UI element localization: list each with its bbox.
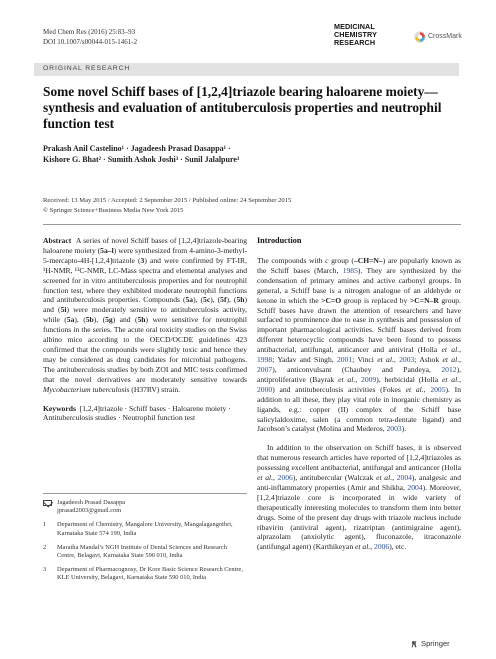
crossmark-label[interactable]: CrossMark xyxy=(428,33,462,40)
article-title: Some novel Schiff bases of [1,2,4]triazole bearing haloarene moiety—synthesis and evaluation of antituberculosis properties and neutrophil function test xyxy=(43,84,442,131)
introduction-paragraph-2: In addition to the observation on Schiff bases, it is observed that numerous research articles have reported of [1,2,4]triazoles as possessing excellent antibacterial, antifungal and anticancer (Holla et al., 2006), antitubercular (Walczak et al., 2004), analgesic and anti-inflammatory properties (Amir and Shikha, 2004). Moreover, [1,2,4]triazole core is incorporated in wide variety of therapeutically interesting molecules to transform them into better drugs. Some of the present day drugs with triazole nucleus include ribavirin (antiviral agent), rizatriptan (antimigraine agent), alprazolam (anxiolytic agent), fluconazole, itraconazole (antifungal agent) (Karthikeyan et al., 2006), etc. xyxy=(257,443,461,552)
right-column xyxy=(257,236,461,552)
footnote-divider xyxy=(43,493,247,494)
abstract-paragraph: Abstract A series of novel Schiff bases of [1,2,4]triazole-bearing haloarene moiety (5a–l) were synthesized from 4-amino-3-methyl-5-mercapto-4H-[1,2,4]triazole (3) and were confirmed by FT-IR, ¹H-NMR, ¹³C-NMR, LC-Mass spectra and elemental analyses and screened for in vitro antituberculosis properties and for neutrophil function test, where they exhibited moderate neutrophil functions and antituberculosis properties. Compounds (5a), (5c), (5f), (5h) and (5i) were moderately sensitive to antituberculosis activity, while (5a), (5b), (5g) and (5h) were sensitive for neutrophil functions in the series. The acute oral toxicity studies on the Swiss albino mice according to the OECD/OCDE guidelines 423 confirmed that the compounds were slightly toxic and hence they may be considered as drug candidates for microbial pathogens. The antituberculosis studies by both ZOI and MIC tests confirmed that the novel derivatives are moderately sensitive towards Mycobacterium tuberculosis (H37RV) strain. xyxy=(43,236,248,394)
journal-logo-text: MEDICINAL CHEMISTRY RESEARCH xyxy=(334,22,377,47)
affiliation-1: 1 Department of Chemistry, Mangalore University, Mangalagangothri, Karnataka State 574 199, India xyxy=(43,521,233,537)
journal-reference xyxy=(43,27,137,47)
publisher-footer xyxy=(410,639,450,648)
affiliation-3: 3 Department of Pharmacognosy, Dr Kore Basic Science Research Centre, KLE University, Belagavi, Karnataka State 590 010, India xyxy=(43,566,243,582)
corresponding-author xyxy=(43,499,247,515)
keywords-text: [1,2,4]triazole · Schiff bases · Haloarene moiety · Antituberculosis studies · Neutrophil function test xyxy=(43,403,231,423)
journal-citation: Med Chem Res (2016) 25:83–93 xyxy=(43,28,136,36)
organism-name: Mycobacterium tuberculosis xyxy=(43,384,130,394)
section-banner xyxy=(34,63,459,76)
author-list xyxy=(43,143,443,165)
section-label: ORIGINAL RESEARCH xyxy=(43,65,131,72)
envelope-icon xyxy=(43,500,52,506)
springer-horse-icon xyxy=(410,640,418,648)
corresponding-email[interactable]: jprasad2003@gmail.com xyxy=(57,507,122,515)
copyright-notice: © Springer Science+Business Media New York 2015 xyxy=(43,206,184,214)
introduction-heading: Introduction xyxy=(257,236,302,245)
introduction-paragraph-1: The compounds with c group (–CH=N–) are popularly known as the Schiff bases (March, 1985). They are synthesized by the condensation of primary amines and active carbonyl groups. In general, a Schiff base is a nitrogen analogue of an aldehyde or ketone in which the >C=O group is replaced by >C=N–R group. Schiff bases have drawn the attention of researchers and have surfaced to prominence due to ease in synthesis and possession of important pharmacological activities. Schiff bases derived from different heterocyclic compounds have been found to possess antibacterial, antifungal, anticancer and antiviral (Holla et al., 1998; Yadav and Singh, 2001; Vinci et al., 2003; Ashok et al., 2007), anticonvulsant (Chaubey and Pandeya, 2012), antiproliferative (Bayrak et al., 2009), herbicidal (Holla et al., 2000) and antituberculosis activities (Fokes et al., 2005). In addition to all these, they play vital role in inorganic chemistry as ligands, e.g.: copper (II) complex of the Schiff base salicylaldoxime, salen (a common tetra-dentate ligand) and Jacobson’s catalyst (Molina and Mederos, 2003). xyxy=(257,256,462,434)
footnotes xyxy=(43,499,247,589)
left-column xyxy=(43,236,247,423)
doi-link[interactable]: DOI 10.1007/s00044-015-1461-2 xyxy=(43,38,138,46)
header-divider xyxy=(43,224,461,225)
author-line-1[interactable]: Prakash Anil Castelino¹ · Jagadeesh Prasad Dasappa¹ · xyxy=(43,144,231,153)
author-line-2[interactable]: Kishore G. Bhat² · Sumith Ashok Joshi³ · Sunil Jalalpure³ xyxy=(43,155,240,164)
publisher-name: Springer xyxy=(421,639,450,648)
corresponding-name: Jagadeesh Prasad Dasappa xyxy=(57,499,126,506)
keywords-label: Keywords xyxy=(43,403,76,413)
abstract-label: Abstract xyxy=(43,236,72,245)
keywords-paragraph xyxy=(43,404,247,424)
journal-logo xyxy=(334,22,462,53)
publication-history xyxy=(43,196,463,215)
history-dates: Received: 13 May 2015 / Accepted: 2 September 2015 / Published online: 24 September 2015 xyxy=(43,197,292,204)
affiliation-2: 2 Maratha Mandal’s NGH Institute of Dental Sciences and Research Centre, Belagavi, Karnataka State 590 010, India xyxy=(43,543,228,560)
crossmark-icon[interactable] xyxy=(414,31,426,43)
